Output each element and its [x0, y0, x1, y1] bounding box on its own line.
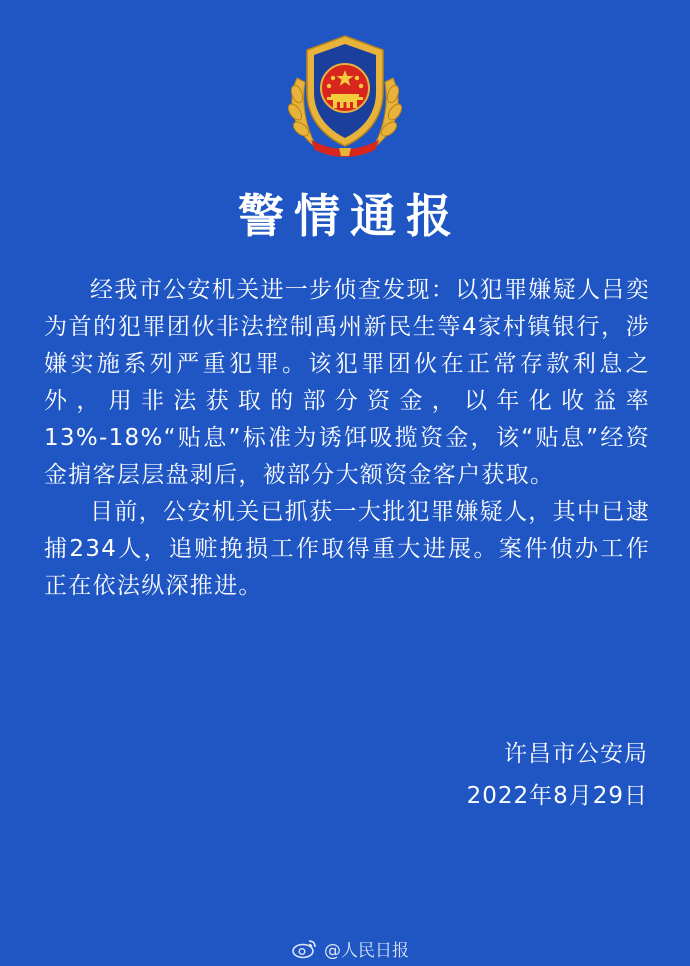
- body-paragraph-1: 经我市公安机关进一步侦查发现：以犯罪嫌疑人吕奕为首的犯罪团伙非法控制禹州新民生等4家村镇银行，涉嫌实施系列严重犯罪。该犯罪团伙在正常存款利息之外，用非法获取的部分资金，以年化收益率13%-18%“贴息”标准为诱饵吸揽资金，该“贴息”经资金掮客层层盘剥后，被部分大额资金客户获取。: [44, 277, 650, 488]
- notice-body: [44, 272, 650, 605]
- issuer-name: 许昌市公安局: [504, 741, 648, 767]
- issue-date: 2022年8月29日: [466, 783, 648, 809]
- body-paragraph-2: 目前，公安机关已抓获一大批犯罪嫌疑人，其中已逮捕234人，追赃挽损工作取得重大进展。案件侦办工作正在依法纵深推进。: [44, 499, 650, 599]
- weibo-icon: [292, 937, 318, 959]
- page-title: 警情通报: [238, 189, 462, 243]
- watermark-text: @人民日报: [324, 940, 409, 961]
- watermark: [292, 934, 409, 962]
- signature-block: [467, 733, 648, 817]
- police-emblem-icon: [283, 30, 407, 160]
